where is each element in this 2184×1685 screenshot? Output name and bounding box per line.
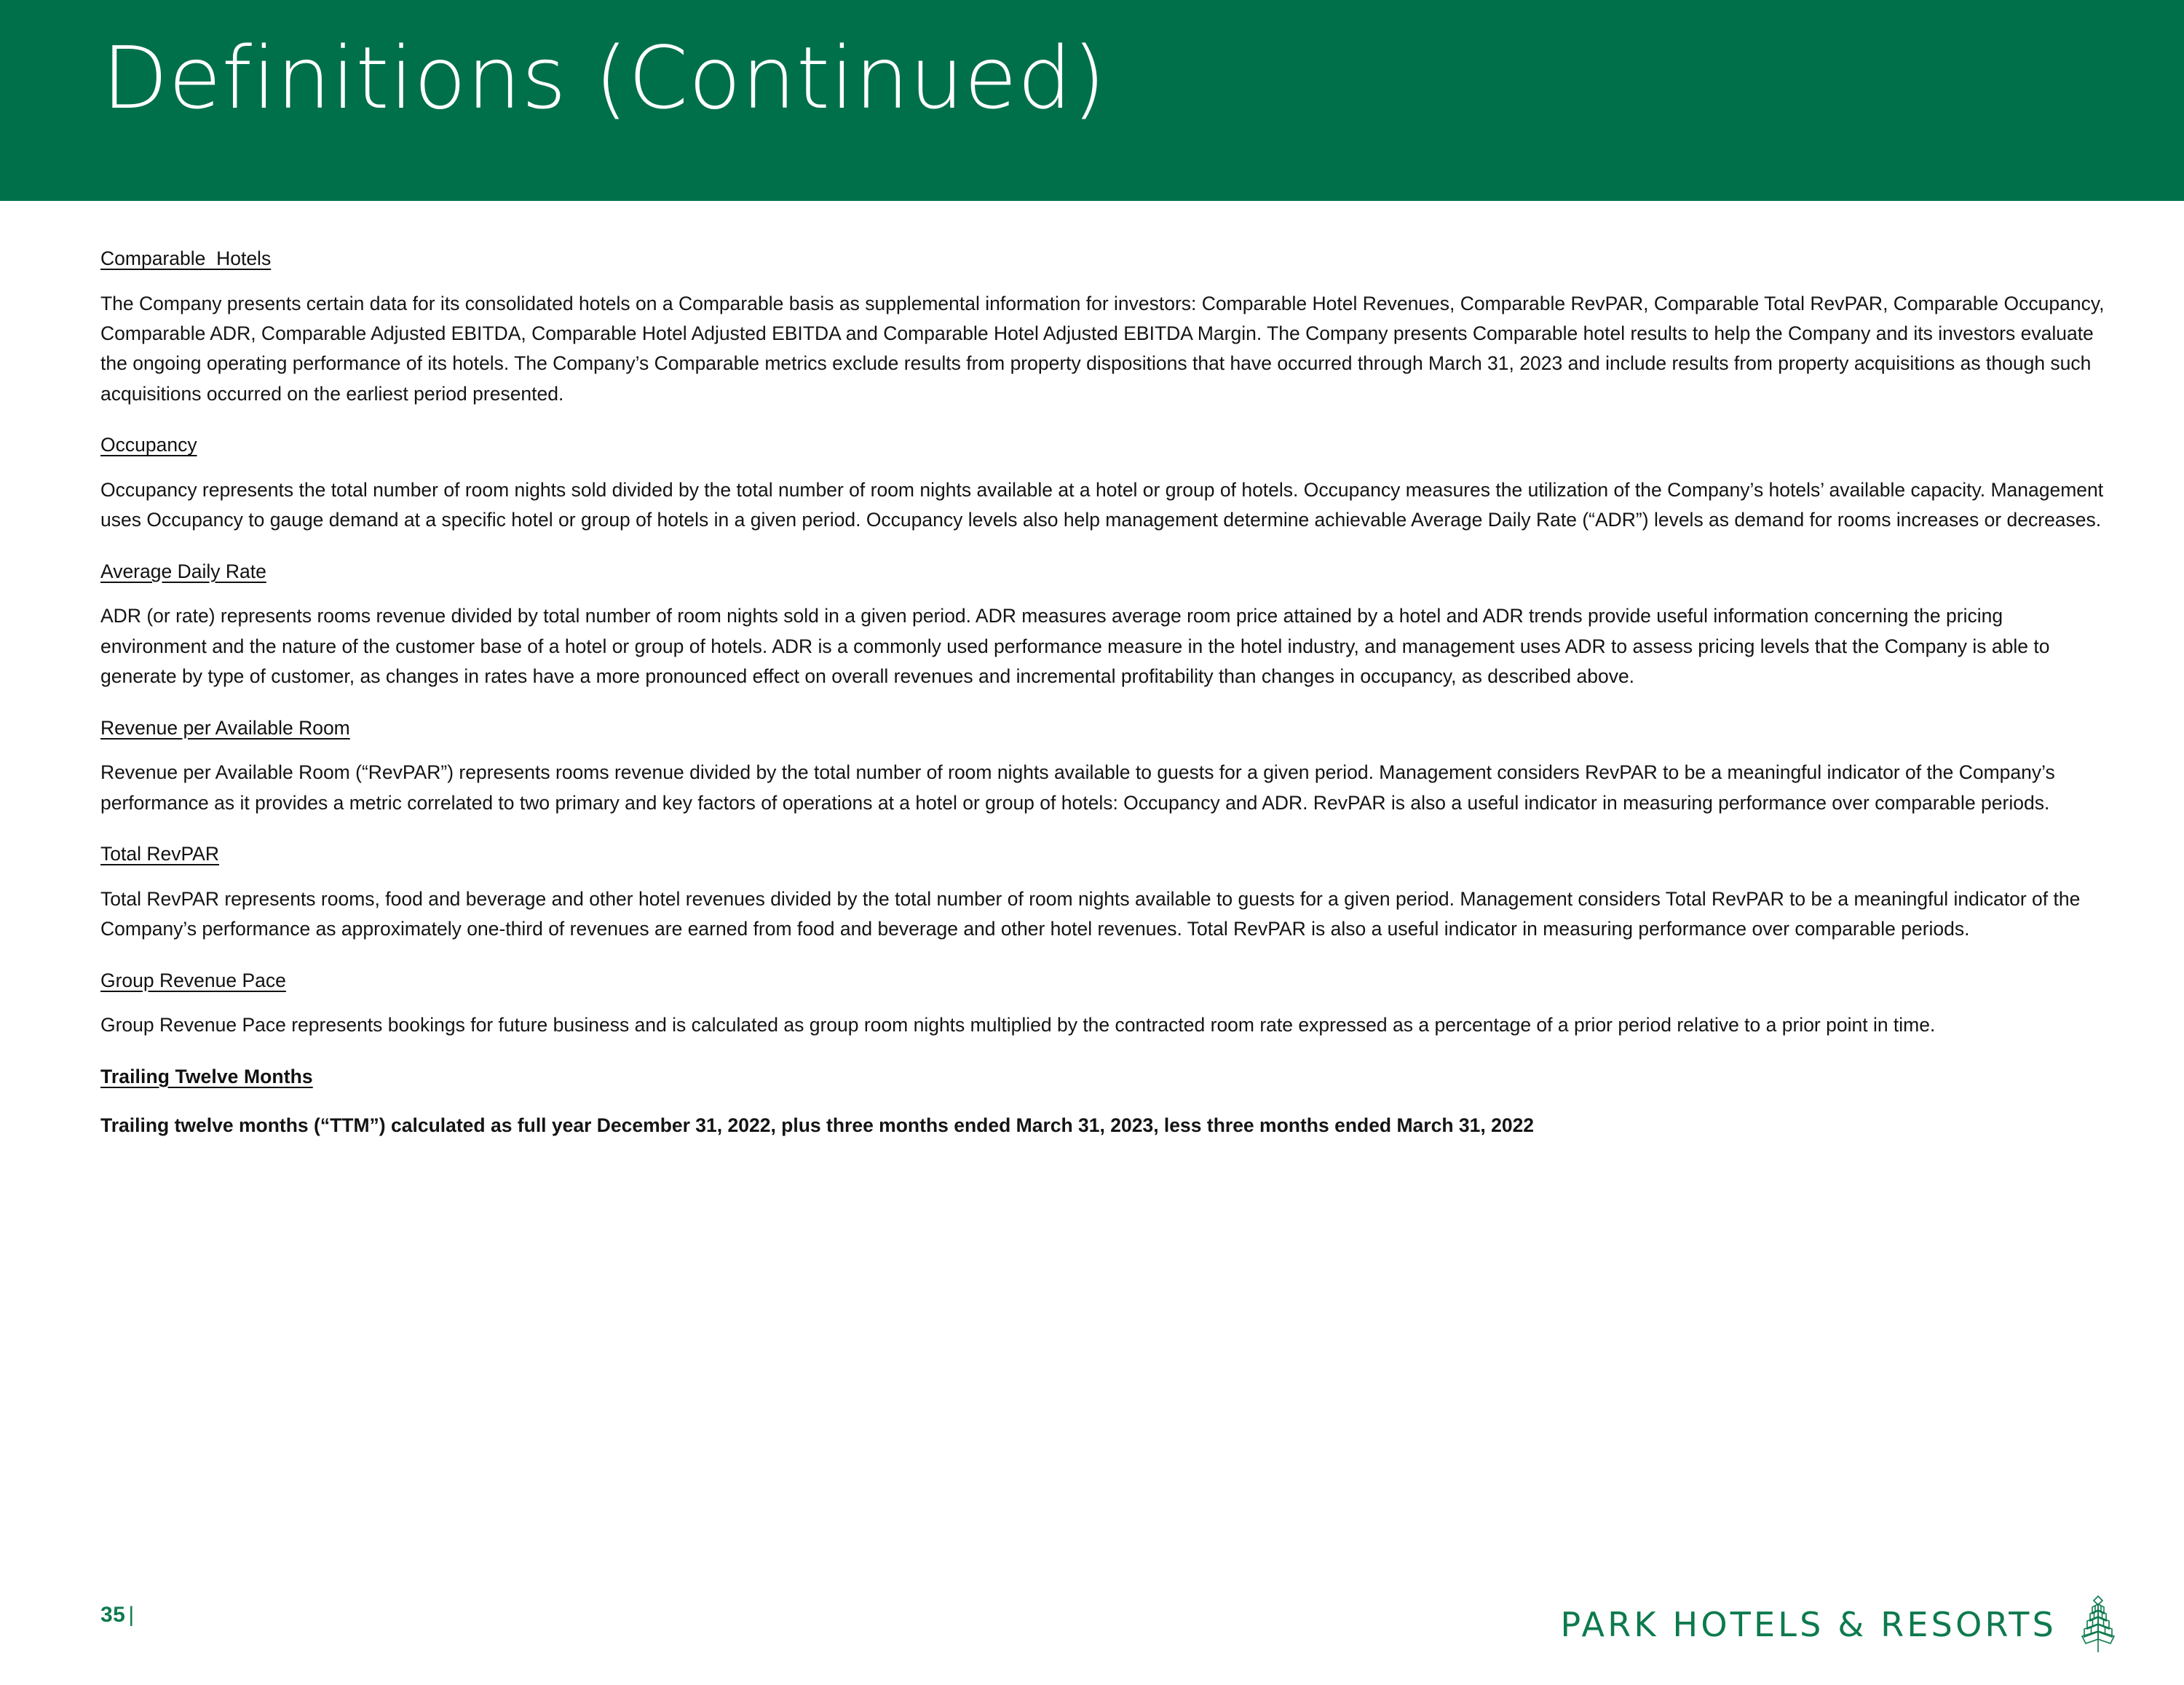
brand-lockup xyxy=(1561,1594,2122,1655)
section-body: Group Revenue Pace represents bookings for future business and is calculated as group room nights multiplied by the contracted room rate expressed as a percentage of a prior period relative to a prior point in time. xyxy=(100,1014,1936,1036)
section-heading: Group Revenue Pace xyxy=(100,969,286,991)
section-heading: Average Daily Rate xyxy=(100,560,266,582)
section-group-revenue-pace xyxy=(100,968,2110,1041)
section-heading: Revenue per Available Room xyxy=(100,716,350,739)
section-body: Occupancy represents the total number of room nights sold divided by the total number of room nights available at a hotel or group of hotels. Occupancy measures the utilization of the Company’s hotels’ available capacity. Management uses Occupancy to gauge demand at a specific hotel or group of hotels in a given period. Occupancy levels also help management determine achievable Average Daily Rate (“ADR”) levels as demand for rooms increases or decreases. xyxy=(100,478,2104,531)
section-revenue-per-available-room xyxy=(100,715,2110,818)
page-title: Definitions (Continued) xyxy=(102,28,1107,128)
brand-name: PARK HOTELS & RESORTS xyxy=(1560,1605,2057,1644)
section-average-daily-rate xyxy=(100,559,2110,692)
section-comparable-hotels xyxy=(100,246,2110,409)
section-body: ADR (or rate) represents rooms revenue divided by total number of room nights sold in a given period. ADR measures average room price attained by a hotel and ADR trends provide useful information concerning the pricing environment and the nature of the customer base of a hotel or group of hotels. ADR is a commonly used performance measure in the hotel industry, and management uses ADR to assess pricing levels that the Company is able to generate by type of customer, as changes in rates have a more pronounced effect on overall revenues and incremental profitability than changes in occupancy, as described above. xyxy=(100,605,2050,688)
section-body: The Company presents certain data for its consolidated hotels on a Comparable basis as supplemental information for investors: Comparable Hotel Revenues, Comparable RevPAR, Comparable Total RevPAR, Comparable Occupancy, Comparable ADR, Comparable Adjusted EBITDA, Comparable Hotel Adjusted EBITDA and Comparable Hotel Adjusted EBITDA Margin. The Company presents Comparable hotel results to help the Company and its investors evaluate the ongoing operating performance of its hotels. The Company’s Comparable metrics exclude results from property dispositions that have occurred through March 31, 2023 and include results from property acquisitions as though such acquisitions occurred on the earliest period presented. xyxy=(100,292,2105,405)
header-band xyxy=(0,0,2184,201)
section-body: Revenue per Available Room (“RevPAR”) represents rooms revenue divided by the total number of room nights available to guests for a given period. Management considers RevPAR to be a meaningful indicator of the Company’s performance as it provides a metric correlated to two primary and key factors of operations at a hotel or group of hotels: Occupancy and ADR. RevPAR is also a useful indicator in measuring performance over comparable periods. xyxy=(100,761,2055,814)
page-number-value: 35 xyxy=(100,1603,126,1627)
section-total-revpar xyxy=(100,841,2110,944)
section-occupancy xyxy=(100,432,2110,535)
slide-footer xyxy=(0,1587,2184,1674)
section-heading: Trailing Twelve Months xyxy=(100,1065,313,1087)
section-body: Total RevPAR represents rooms, food and beverage and other hotel revenues divided by the total number of room nights available to guests for a given period. Management considers Total RevPAR to be a meaningful indicator of the Company’s performance as approximately one-third of revenues are earned from food and beverage and other hotel revenues. Total RevPAR is also a useful indicator in measuring performance over comparable periods. xyxy=(100,887,2081,940)
section-heading: Comparable Hotels xyxy=(100,247,272,269)
section-trailing-twelve-months xyxy=(100,1064,2110,1141)
page-number-separator: | xyxy=(128,1603,135,1627)
section-heading: Occupancy xyxy=(100,434,197,456)
section-body: Trailing twelve months (“TTM”) calculated as full year December 31, 2022, plus three months ended March 31, 2023, less three months ended March 31, 2022 xyxy=(100,1114,1535,1137)
section-heading: Total RevPAR xyxy=(100,843,219,865)
page-number xyxy=(100,1603,135,1627)
definitions-content xyxy=(100,246,2110,1165)
wheat-sheaf-icon xyxy=(2074,1594,2122,1655)
